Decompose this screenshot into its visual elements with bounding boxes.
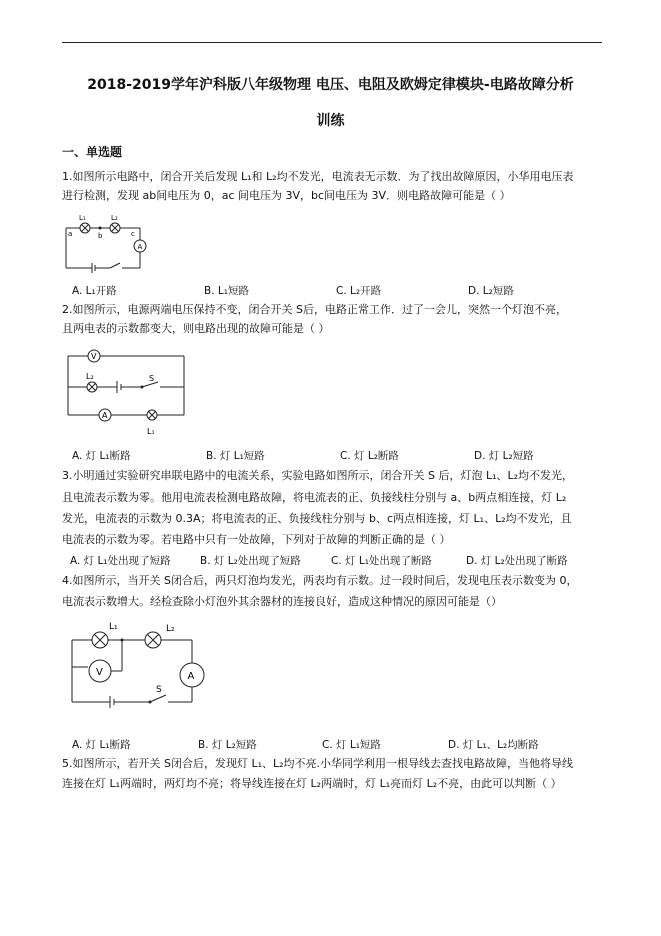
q4-label-l1: L₁ <box>109 622 118 632</box>
q2-voltmeter-label: V <box>91 352 97 361</box>
q1-text-line-1: 1.如图所示电路中，闭合开关后发现 L₁和 L₂均不发光，电流表无示数．为了找出故障原因，小华用电压表 <box>62 170 574 183</box>
q4-label-l2: L₂ <box>166 624 175 634</box>
q1-option-c[interactable]: C. L₂开路 <box>336 285 382 297</box>
q4-voltmeter-label: V <box>96 667 103 678</box>
q2-text-line-1: 2.如图所示，电源两端电压保持不变，闭合开关 S后，电路正常工作．过了一会儿，突然一个灯泡不亮， <box>62 303 567 316</box>
section-heading: 一、单选题 <box>62 145 123 159</box>
q4-label-s: S <box>156 685 162 695</box>
q3-text-line-3: 发光，电流表的示数为 0.3A；将电流表的正、负接线柱分别与 b、c两点相连接，灯 L₁、L₂均不发光，且 <box>62 512 572 525</box>
q3-text-line-4: 电流表的示数为零。若电路中只有一处故障，下列对于故障的判断正确的是（ ） <box>62 533 451 546</box>
q1-option-d[interactable]: D. L₂短路 <box>468 285 514 297</box>
q1-label-c: c <box>131 230 135 238</box>
q1-circuit-diagram <box>62 210 162 272</box>
q1-option-b[interactable]: B. L₁短路 <box>204 285 249 297</box>
q2-label-s: S <box>149 374 155 383</box>
q3-text-line-2: 且电流表示数为零。他用电流表检测电路故障，将电流表的正、负接线柱分别与 a、b两点相连接，灯 L₂ <box>62 491 567 504</box>
q2-ammeter-label: A <box>102 411 108 420</box>
q2-option-c[interactable]: C. 灯 L₂断路 <box>340 450 399 462</box>
q2-label-l1: L₁ <box>147 427 155 436</box>
q1-label-l2: L₂ <box>111 214 118 222</box>
q1-label-a: a <box>68 230 73 238</box>
q2-option-d[interactable]: D. 灯 L₂短路 <box>474 450 534 462</box>
q1-text-line-2: 进行检测，发现 ab间电压为 0，ac 间电压为 3V，bc间电压为 3V．则电路故障可能是（ ） <box>62 189 511 202</box>
q1-label-b: b <box>98 232 103 240</box>
q3-option-c[interactable]: C. 灯 L₁处出现了断路 <box>331 555 432 567</box>
q4-ammeter-label: A <box>187 671 195 682</box>
q1-label-l1: L₁ <box>79 214 86 222</box>
q4-text-line-2: 电流表示数增大。经检查除小灯泡外其余器材的连接良好，造成这种情况的原因可能是（） <box>62 595 502 608</box>
q5-text-line-1: 5.如图所示，若开关 S闭合后，发现灯 L₁、L₂均不亮.小华同学利用一根导线去查找电路故障，当他将导线 <box>62 757 574 770</box>
q1-option-a[interactable]: A. L₁开路 <box>72 285 117 297</box>
q1-ammeter-label: A <box>137 243 143 251</box>
q4-text-line-1: 4.如图所示，当开关 S闭合后，两只灯泡均发光，两表均有示数。过一段时间后，发现电压表示数变为 0， <box>62 574 578 587</box>
q4-option-d[interactable]: D. 灯 L₁、L₂均断路 <box>448 739 539 751</box>
document-title-line2: 训练 <box>316 113 345 129</box>
q3-option-b[interactable]: B. 灯 L₂处出现了短路 <box>200 555 301 567</box>
q2-text-line-2: 且两电表的示数都变大，则电路出现的故障可能是（ ） <box>62 322 330 335</box>
q3-option-d[interactable]: D. 灯 L₂处出现了断路 <box>466 555 568 567</box>
q5-text-line-2: 连接在灯 L₁两端时，两灯均不亮；将导线连接在灯 L₂两端时，灯 L₁亮而灯 L₂不亮，由此可以判断（ ） <box>62 777 562 790</box>
q4-option-a[interactable]: A. 灯 L₁断路 <box>72 739 131 751</box>
q2-circuit-diagram <box>62 343 192 438</box>
top-rule <box>62 42 602 43</box>
q4-circuit-diagram <box>62 617 222 717</box>
q2-option-b[interactable]: B. 灯 L₁短路 <box>206 450 265 462</box>
q4-option-c[interactable]: C. 灯 L₁短路 <box>322 739 381 751</box>
q2-label-l2: L₂ <box>86 372 94 381</box>
q3-text-line-1: 3.小明通过实验研究串联电路中的电流关系，实验电路如图所示，闭合开关 S 后，灯泡 L₁、L₂均不发光， <box>62 469 574 482</box>
q2-option-a[interactable]: A. 灯 L₁断路 <box>72 450 131 462</box>
q4-option-b[interactable]: B. 灯 L₂短路 <box>198 739 257 751</box>
q3-option-a[interactable]: A. 灯 L₁处出现了短路 <box>70 555 171 567</box>
document-title: 2018-2019学年沪科版八年级物理 电压、电阻及欧姆定律模块-电路故障分析 <box>87 77 574 93</box>
